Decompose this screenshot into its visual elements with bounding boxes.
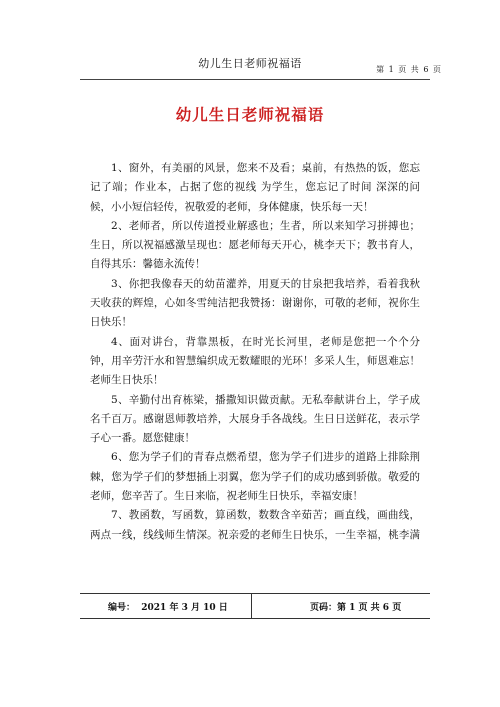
document-title: 幼儿生日老师祝福语 xyxy=(175,105,325,124)
footer-date-cell xyxy=(80,594,252,618)
paragraph: 4、面对讲台，背靠黑板，在时光长河里，老师是您把一个个分钟，用辛劳汗水和智慧编织成无数耀眼的光环！多采人生，师恩难忘！老师生日快乐！ xyxy=(90,335,420,387)
footer-page-cell xyxy=(252,594,430,618)
paragraph: 5、辛勤付出育栋梁，播撒知识做贡献。无私奉献讲台上，学子成名千百万。感谢恩师教培养，大展身手各战线。生日日送鲜花，表示学子心一番。愿您健康！ xyxy=(90,393,420,445)
footer-page-number: 页码：第 1 页 共 6 页 xyxy=(310,602,402,613)
paragraph: 1、窗外，有美丽的风景，您来不及看；桌前，有热热的饭，您忘记了端；作业本，占据了您的视线 为学生，您忘记了时间 深深的问候，小小短信轻传，祝敬爱的老师，身体健康，快乐每一天！ xyxy=(90,162,420,213)
paragraph: 2、老师者，所以传道授业解惑也；生者，所以来知学习拼搏也；生日，所以祝福感激呈现也：愿老师每天开心，桃李天下；教书育人，自得其乐：馨德永流传！ xyxy=(90,219,420,271)
footer-date: 编号： 2021 年 3 月 10 日 xyxy=(108,602,228,613)
paragraph: 3、你把我像春天的幼苗灌养，用夏天的甘泉把我培养，看着我秋天收获的辉煌，心如冬雪纯洁把我赞扬：谢谢你，可敬的老师，祝你生日快乐！ xyxy=(90,277,420,329)
paragraph: 6、您为学子们的青春点燃希望，您为学子们进步的道路上排除荆棘，您为学子们的梦想插上羽翼，您为学子们的成功感到骄傲。敬爱的老师，您辛苦了。生日来临，祝老师生日快乐，幸福安康！ xyxy=(90,451,420,503)
paragraph: 7、教函数，写函数，算函数，数数含辛茹苦；画直线，画曲线，两点一线，线线师生情深。祝亲爱的老师生日快乐，一生幸福，桃李满 xyxy=(90,509,420,541)
header-page-info: 第 1 页 共 6 页 xyxy=(376,65,442,74)
document-body xyxy=(90,159,420,545)
header-title: 幼儿生日老师祝福语 xyxy=(198,57,302,70)
header-divider xyxy=(80,79,430,80)
footer-table xyxy=(80,593,430,619)
